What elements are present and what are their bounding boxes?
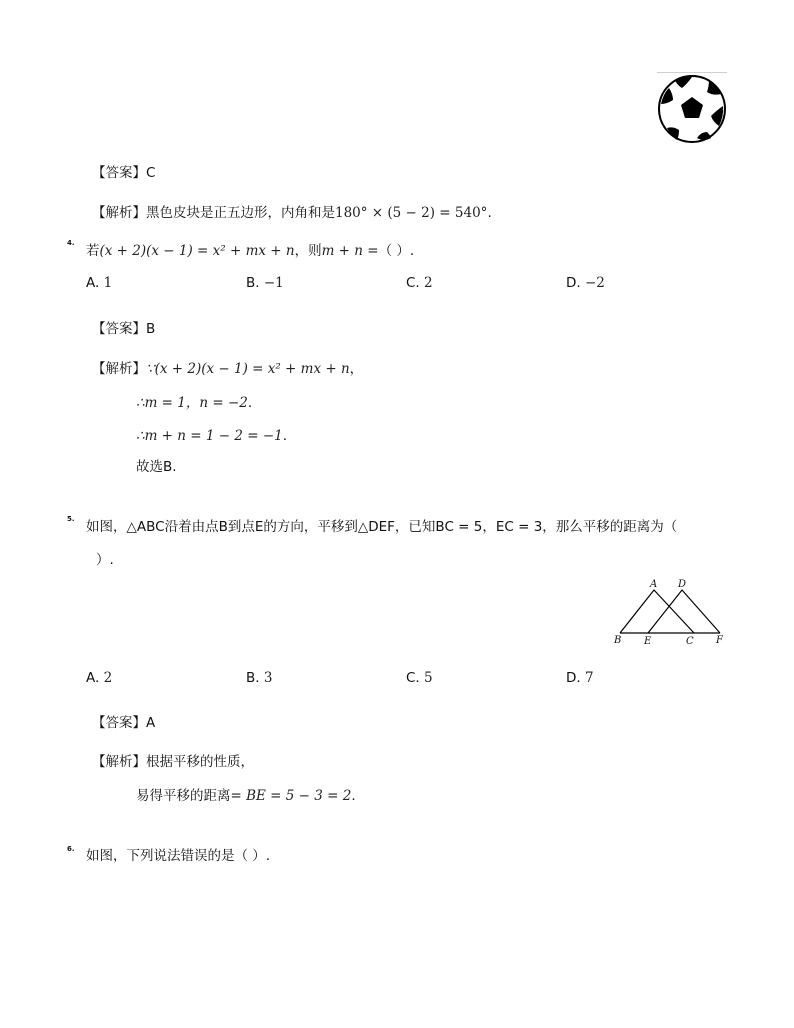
q3-analysis-text: 黑色皮块是正五边形，内角和是 (146, 205, 335, 221)
figure-top-rule (657, 72, 727, 73)
q4-analysis-math1: ∵(x + 2)(x − 1) = x² + mx + n (146, 361, 350, 377)
q4-number: 4. (67, 239, 75, 247)
q5-answer: 【答案】A (92, 715, 156, 731)
q5-option-b (246, 669, 272, 687)
label-e: E (644, 636, 652, 647)
option-letter: D. (566, 275, 581, 291)
q4-option-d (566, 274, 605, 292)
option-letter: D. (566, 670, 581, 686)
q5-analysis-math: = BE = 5 − 3 = 2 (230, 788, 352, 804)
q3-analysis-end: . (487, 205, 492, 221)
option-value: −2 (584, 275, 605, 291)
punct: . (282, 428, 288, 444)
q4-stem-suffix: （ ）. (378, 243, 415, 259)
q4-stem-prefix: 若 (86, 243, 100, 259)
option-letter: B. (246, 670, 260, 686)
punct: ， (349, 361, 364, 377)
q4-analysis-math3: ∴m + n = 1 − 2 = −1 (136, 428, 283, 444)
label-b: B (614, 635, 622, 646)
label-c: C (686, 636, 694, 647)
option-letter: A. (86, 670, 100, 686)
q4-analysis-math2: ∴m = 1，n = −2 (136, 395, 248, 411)
option-value: 5 (424, 670, 433, 686)
q4-answer: 【答案】B (92, 321, 156, 337)
q4-conclusion: 故选B. (136, 459, 177, 475)
q5-option-a (86, 669, 112, 687)
option-letter: B. (246, 275, 260, 291)
q3-analysis (92, 204, 492, 222)
q4-option-b (246, 274, 284, 292)
q4-stem-math2: m + n = (321, 243, 379, 259)
q5-analysis-text1: 根据平移的性质， (146, 754, 254, 770)
option-value: 1 (103, 275, 113, 291)
triangle-abc (620, 590, 694, 633)
q3-analysis-math: 180° × (5 − 2) = 540° (335, 205, 488, 221)
q4-analysis-line2 (136, 394, 252, 412)
option-value: −1 (263, 275, 284, 291)
punct: . (351, 788, 356, 804)
option-value: 3 (263, 670, 273, 686)
q5-option-c (406, 669, 433, 687)
q5-analysis-label: 【解析】 (92, 754, 146, 770)
option-value: 2 (103, 670, 113, 686)
q5-analysis-line1 (92, 753, 254, 771)
q5-number: 5. (67, 515, 75, 523)
label-d: D (678, 579, 687, 590)
q3-analysis-label: 【解析】 (92, 205, 146, 221)
q4-option-a (86, 274, 112, 292)
option-value: 2 (424, 275, 433, 291)
punct: . (247, 395, 253, 411)
translated-triangles-figure (610, 576, 730, 650)
label-f: F (716, 635, 723, 646)
option-value: 7 (584, 670, 594, 686)
soccer-ball-figure (657, 74, 727, 144)
option-letter: C. (406, 670, 420, 686)
q5-option-d (566, 669, 594, 687)
q5-stem-line2: ）. (96, 552, 114, 568)
q3-answer: 【答案】C (92, 165, 156, 181)
label-a: A (650, 579, 658, 590)
triangle-def (648, 590, 720, 633)
q4-analysis-line3 (136, 427, 287, 445)
q4-stem (86, 242, 414, 260)
option-letter: C. (406, 275, 420, 291)
q5-stem-line1: 如图，△ABC沿着由点B到点E的方向，平移到△DEF，已知BC = 5，EC = 3，那么平移的距离为（ (86, 519, 678, 535)
q5-analysis-line2 (136, 787, 356, 805)
q6-number: 6. (67, 845, 75, 853)
q5-analysis-text2: 易得平移的距离 (136, 788, 231, 804)
q4-analysis-line1 (92, 360, 363, 378)
q4-stem-mid: ，则 (294, 243, 322, 259)
q6-stem: 如图，下列说法错误的是（ ）. (86, 848, 271, 864)
q4-stem-math: (x + 2)(x − 1) = x² + mx + n (99, 243, 295, 259)
q4-analysis-label: 【解析】 (92, 361, 146, 377)
q4-option-c (406, 274, 433, 292)
option-letter: A. (86, 275, 100, 291)
